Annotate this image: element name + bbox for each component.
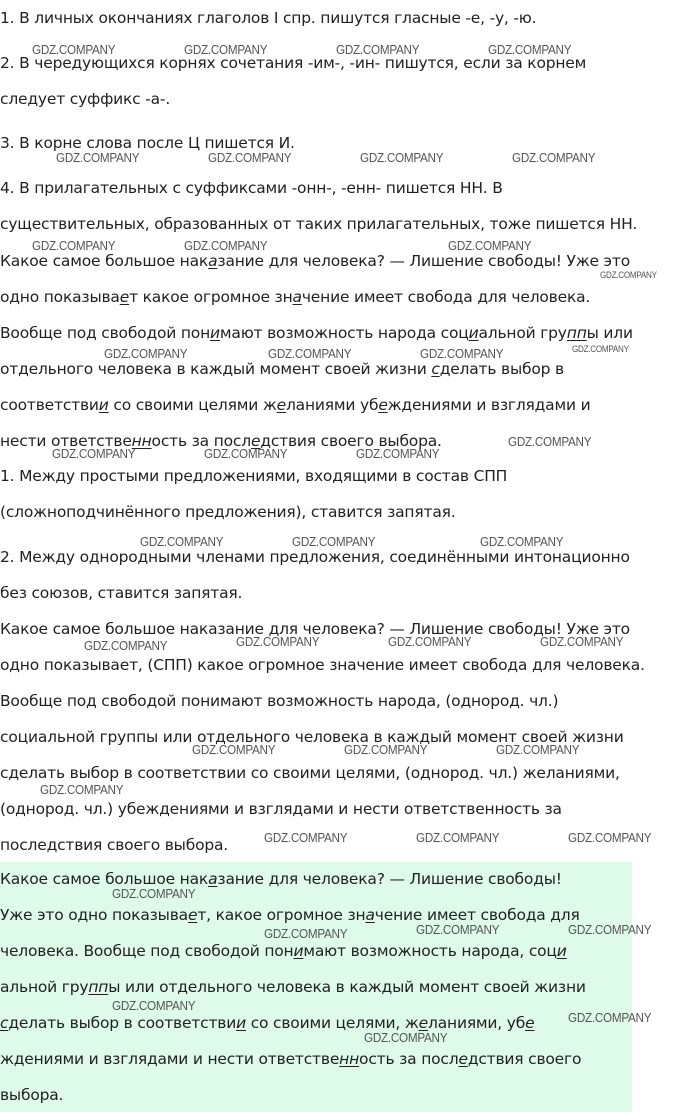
marked-orthogram: пп [88,978,109,996]
marked-orthogram: е [378,396,388,414]
text-segment: без союзов, ставится запятая. [0,584,243,602]
text-line [0,502,455,522]
watermark: GDZ.COMPANY [512,150,596,165]
text-segment: 3. В корне слова после Ц пишется И. [0,134,295,152]
marked-orthogram: и [98,396,109,414]
text-segment: Уже это одно показыва [0,906,188,924]
watermark: GDZ.COMPANY [292,534,376,549]
watermark: GDZ.COMPANY [192,742,276,757]
watermark: GDZ.COMPANY [184,42,268,57]
text-segment: следует суффикс -а-. [0,90,171,108]
text-line [0,941,567,961]
text-segment: ланиями уб [285,396,379,414]
text-segment: Какое самое большое нак [0,870,209,888]
watermark: GDZ.COMPANY [568,1010,652,1025]
text-segment: социальной группы или отдельного человека в каждый момент своей жизни [0,728,624,746]
watermark: GDZ.COMPANY [32,42,116,57]
marked-orthogram: и [210,324,220,342]
text-segment: сделать выбор в соответствии со своими целями, (однород. чл.) желаниями, [0,764,620,782]
watermark: GDZ.COMPANY [360,150,444,165]
watermark: GDZ.COMPANY [208,150,292,165]
marked-orthogram: е [250,432,261,450]
watermark: GDZ.COMPANY [508,434,592,449]
text-line [0,763,620,783]
marked-orthogram: с [431,360,440,378]
marked-orthogram: пп [566,324,587,342]
watermark: GDZ.COMPANY [364,1030,448,1045]
marked-orthogram: а [292,288,302,306]
text-segment: одно показыва [0,288,120,306]
watermark: GDZ.COMPANY [264,830,348,845]
marked-orthogram: нн [339,1050,360,1068]
text-line [0,323,633,343]
text-segment: альной гру [478,324,567,342]
text-segment: ждениями и взглядами и [387,396,591,414]
text-segment: выбора. [0,1086,64,1104]
marked-orthogram: е [458,1050,468,1068]
text-segment: Вообще под свободой понимают возможность народа, (однород. чл.) [0,692,559,710]
text-segment: ость за посл [151,432,251,450]
text-line [0,583,242,603]
text-segment: отдельного человека в каждый момент своей жизни [0,360,432,378]
text-segment: 2. Между однородными членами предложения, соединёнными интонационно [0,548,630,566]
text-segment: делать выбор в [439,360,564,378]
text-segment: ы или отдельного человека в каждый момент своей жизни [108,978,586,996]
watermark: GDZ.COMPANY [32,238,116,253]
watermark: GDZ.COMPANY [388,634,472,649]
text-line [0,655,645,675]
text-segment: 1. Между простыми предложениями, входящими в состав СПП [0,467,508,485]
watermark: GDZ.COMPANY [236,634,320,649]
text-segment: Вообще под свободой пон [0,324,211,342]
watermark: GDZ.COMPANY [416,922,500,937]
text-segment: ость за посл [359,1050,459,1068]
watermark: GDZ.COMPANY [140,534,224,549]
text-segment: нести ответстве [0,432,132,450]
marked-orthogram: и [468,324,479,342]
watermark: GDZ.COMPANY [184,238,268,253]
text-line [0,178,503,198]
text-segment: чение имеет свобода для [374,906,580,924]
text-line [0,8,536,28]
text-segment: человека. Вообще под свободой пон [0,942,294,960]
watermark: GDZ.COMPANY [420,346,504,361]
text-line [0,869,562,889]
text-segment: делать выбор в соответстви [8,1014,237,1032]
text-segment: существительных, образованных от таких прилагательных, тоже пишется НН. [0,215,638,233]
marked-orthogram: и [236,1014,246,1032]
marked-orthogram: е [119,288,130,306]
text-line [0,547,630,567]
text-segment: зание для человека? — Лишение свободы! [217,870,562,888]
text-line [0,691,558,711]
watermark: GDZ.COMPANY [568,922,652,937]
text-segment: (сложноподчинённого предложения), ставится запятая. [0,503,456,521]
watermark: GDZ.COMPANY [336,42,420,57]
marked-orthogram: а [208,870,218,888]
marked-orthogram: е [187,906,198,924]
text-line [0,1013,534,1033]
marked-orthogram: с [0,1014,9,1032]
text-line [0,89,170,109]
watermark: GDZ.COMPANY [204,446,288,461]
text-segment: соответстви [0,396,99,414]
text-line [0,799,562,819]
text-segment: ы или [586,324,633,342]
marked-orthogram: е [418,1014,428,1032]
text-line [0,251,630,271]
text-line [0,287,590,307]
text-segment: 1. В личных окончаниях глаголов I спр. пишутся гласные -е, -у, -ю. [0,9,537,27]
watermark: GDZ.COMPANY [496,742,580,757]
text-segment: (однород. чл.) убеждениями и взглядами и нести ответственность за [0,800,562,818]
watermark: GDZ.COMPANY [568,830,652,845]
text-segment: альной гру [0,978,89,996]
watermark: GDZ.COMPANY [56,150,140,165]
text-segment: дствия своего выбора. [260,432,442,450]
watermark: GDZ.COMPANY [416,830,500,845]
text-segment: со своими целями, ж [245,1014,419,1032]
text-line [0,466,507,486]
marked-orthogram: нн [131,432,152,450]
marked-orthogram: а [365,906,375,924]
text-line [0,977,586,997]
watermark: GDZ.COMPANY [600,270,657,280]
text-segment: 4. В прилагательных с суффиксами -онн-, -енн- пишется НН. В [0,179,503,197]
text-segment: Какое самое большое нак [0,252,209,270]
text-segment: т, какое огромное зн [197,906,366,924]
watermark: GDZ.COMPANY [488,42,572,57]
text-segment: последствия своего выбора. [0,836,229,854]
watermark: GDZ.COMPANY [104,346,188,361]
text-segment: мают возможность народа соц [219,324,469,342]
marked-orthogram: и [556,942,567,960]
text-segment: т какое огромное зн [129,288,293,306]
text-segment: дствия своего [467,1050,582,1068]
marked-orthogram: е [525,1014,535,1032]
text-line [0,1049,581,1069]
watermark: GDZ.COMPANY [264,926,348,941]
text-line [0,214,637,234]
watermark: GDZ.COMPANY [84,638,168,653]
text-segment: зание для человека? — Лишение свободы! Уже это [217,252,630,270]
text-segment: мают возможность народа, соц [303,942,557,960]
text-segment: ланиями, уб [428,1014,526,1032]
marked-orthogram: а [208,252,218,270]
watermark: GDZ.COMPANY [112,998,196,1013]
watermark: GDZ.COMPANY [40,782,124,797]
watermark: GDZ.COMPANY [448,238,532,253]
marked-orthogram: е [276,396,286,414]
watermark: GDZ.COMPANY [356,446,440,461]
text-line [0,1085,63,1105]
text-segment: Какое самое большое наказание для человека? — Лишение свободы! Уже это [0,620,630,638]
watermark: GDZ.COMPANY [480,534,564,549]
text-segment: одно показывает, (СПП) какое огромное значение имеет свобода для человека. [0,656,645,674]
text-segment: чение имеет свобода для человека. [301,288,591,306]
watermark: GDZ.COMPANY [572,344,629,354]
watermark: GDZ.COMPANY [540,634,624,649]
marked-orthogram: и [293,942,304,960]
watermark: GDZ.COMPANY [52,446,136,461]
watermark: GDZ.COMPANY [112,886,196,901]
watermark: GDZ.COMPANY [344,742,428,757]
text-segment: 2. В чередующихся корнях сочетания -им-, -ин- пишутся, если за корнем [0,54,587,72]
text-line [0,835,228,855]
text-line [0,395,590,415]
text-line [0,359,564,379]
watermark: GDZ.COMPANY [268,346,352,361]
text-segment: со своими целями ж [108,396,277,414]
text-segment: ждениями и взглядами и нести ответстве [0,1050,340,1068]
